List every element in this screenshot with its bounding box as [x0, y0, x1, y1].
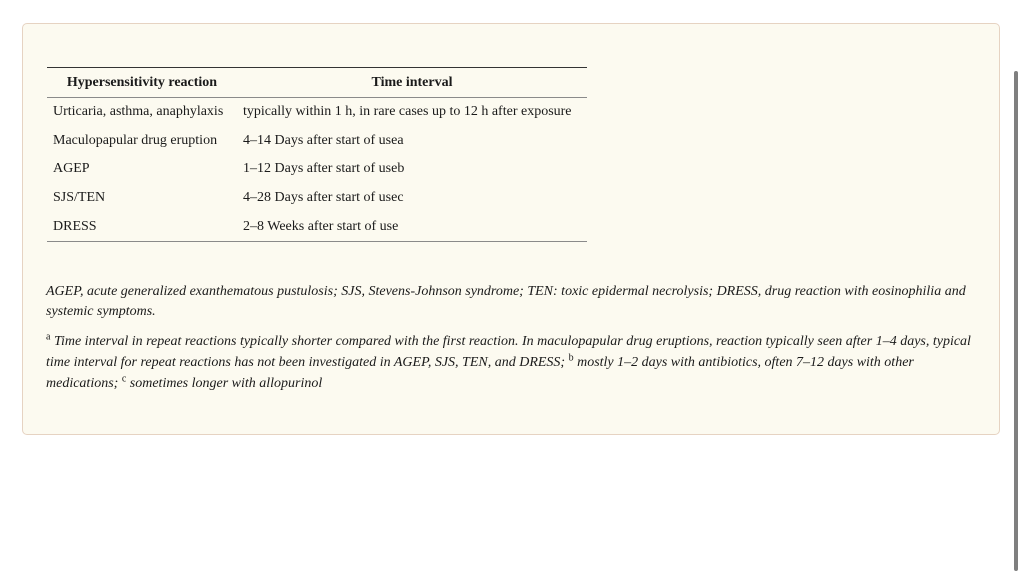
- footnote-mark-c: c: [121, 373, 127, 385]
- table-row: [47, 98, 587, 127]
- reaction-cell: SJS/TEN: [53, 190, 106, 206]
- footnote-mark-a: a: [46, 331, 51, 343]
- reaction-cell: Urticaria, asthma, anaphylaxis: [53, 104, 224, 120]
- footnote-text-c: sometimes longer with allopurinol: [126, 376, 323, 391]
- time-interval-cell: 4–28 Days after start of usec: [243, 190, 404, 206]
- table-row: [47, 212, 587, 241]
- table-header-row: [47, 68, 587, 98]
- table-row: [47, 155, 587, 184]
- footnotes: [46, 331, 981, 394]
- time-interval-cell: 4–14 Days after start of usea: [243, 132, 404, 148]
- abbreviations-note: AGEP, acute generalized exanthematous pustulosis; SJS, Stevens-Johnson syndrome; TEN: toxic epidermal necrolysis; DRESS, drug reaction with eosinophilia and systemic symptoms.: [46, 284, 966, 319]
- hypersensitivity-table: [47, 67, 587, 242]
- time-interval-cell: 2–8 Weeks after start of use: [243, 218, 399, 234]
- footnote-mark-b: b: [568, 352, 574, 364]
- table-row: [47, 127, 587, 156]
- footnote-text-a: Time interval in repeat reactions typically shorter compared with the first reaction. In maculopapular drug eruptions, reaction typically seen after 1–4 days, typical time interval for repeat reactions has not been investigated in AGEP, SJS, TEN, and DRESS;: [46, 334, 971, 370]
- table-card: [22, 23, 1000, 435]
- reaction-cell: Maculopapular drug eruption: [53, 132, 218, 148]
- column-header-reaction: Hypersensitivity reaction: [47, 68, 237, 98]
- time-interval-cell: typically within 1 h, in rare cases up to 12 h after exposure: [243, 104, 572, 120]
- reaction-cell: AGEP: [53, 161, 90, 177]
- vertical-scrollbar[interactable]: [1014, 71, 1018, 571]
- time-interval-cell: 1–12 Days after start of useb: [243, 161, 405, 177]
- reaction-cell: DRESS: [53, 218, 97, 234]
- column-header-time-interval: Time interval: [237, 68, 587, 98]
- footnote-text-b: mostly 1–2 days with antibiotics, often 7–12 days with other medications;: [46, 355, 914, 391]
- table-row: [47, 184, 587, 213]
